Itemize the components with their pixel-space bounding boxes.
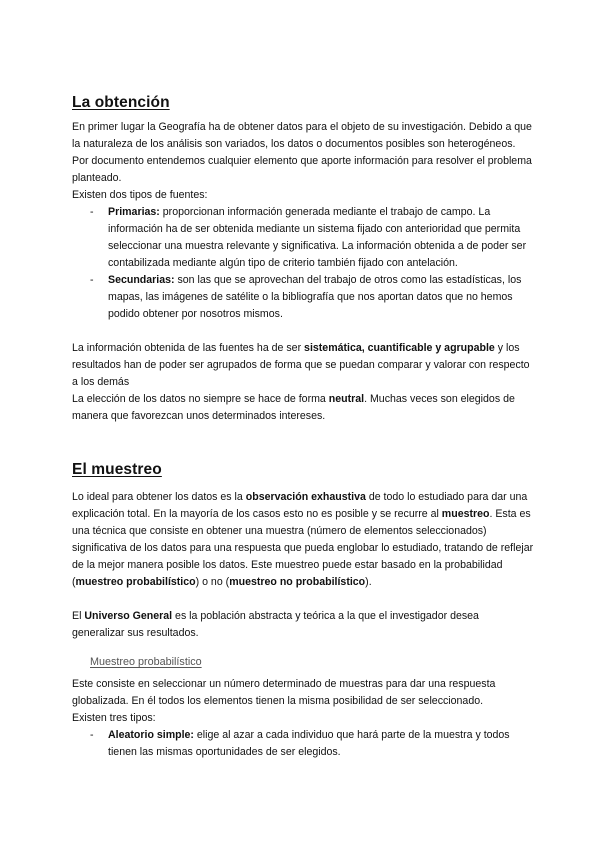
paragraph-probabilistico: Este consiste en seleccionar un número determinado de muestras para dar una respuesta globalizada. En él todos los elementos tienen la misma posibilidad de ser seleccionado. <box>72 678 496 707</box>
emphasis-neutral: neutral <box>328 393 365 405</box>
term-primarias: Primarias: <box>108 206 160 218</box>
paragraph-eleccion <box>72 391 534 425</box>
paragraph-muestreo <box>72 489 534 591</box>
paragraph-fuentes-intro: Existen dos tipos de fuentes: <box>72 189 208 201</box>
paragraph-informacion <box>72 340 534 391</box>
list-item-aleatorio-simple <box>72 727 534 761</box>
text-secundarias: son las que se aprovechan del trabajo de otros como las estadísticas, los mapas, las imágenes de satélite o la bibliografía que nos aportan datos que no hemos podido obtener por nosotros mismos. <box>108 274 522 320</box>
text-span: . Muchas veces son elegidos de manera que favorezcan unos determinados intereses. <box>72 393 515 422</box>
text-span: El <box>72 610 85 622</box>
section-title-muestreo: El muestreo <box>72 461 162 478</box>
emphasis-no-probabilistico: muestreo no probabilístico <box>229 576 366 588</box>
tipos-list <box>72 727 534 761</box>
list-dash: - <box>90 274 94 286</box>
emphasis-muestreo: muestreo <box>441 508 490 520</box>
text-aleatorio-simple: elige al azar a cada individuo que hará parte de la muestra y todos tienen las mismas oportunidades de ser elegidos. <box>108 729 510 758</box>
list-dash: - <box>90 729 94 741</box>
paragraph-universo <box>72 608 534 642</box>
list-item-primarias <box>72 204 534 272</box>
text-span: de todo lo estudiado para dar una explicación total. En la mayoría de los casos esto no es posible y se recurre al <box>72 491 528 520</box>
fuentes-list <box>72 204 534 323</box>
emphasis-probabilistico: muestreo probabilístico <box>75 576 196 588</box>
text-span: y los resultados han de poder ser agrupados de forma que se puedan comparar y valorar con respecto a los demás <box>72 342 530 388</box>
text-span: . Esta es una técnica que consiste en obtener una muestra (número de elementos seleccionados) significativa de los datos para una respuesta que pueda englobar lo estudiado, tratando de reflejar de la mejor manera posible los datos. Este muestreo puede estar basado en la probabilidad ( <box>72 508 534 588</box>
paragraph-intro: En primer lugar la Geografía ha de obtener datos para el objeto de su investigación. Debido a que la naturaleza de los análisis son variados, los datos o documentos posibles son heterogéneos. Por documento entendemos cualquier elemento que aporte información para resolver el problema planteado. <box>72 121 532 184</box>
text-span: ). <box>365 576 372 588</box>
text-span: La información obtenida de las fuentes ha de ser <box>72 342 305 354</box>
emphasis-universo: Universo General <box>84 610 173 622</box>
paragraph-tipos: Existen tres tipos: <box>72 712 156 724</box>
text-span: Lo ideal para obtener los datos es la <box>72 491 246 503</box>
section-title-obtencion: La obtención <box>72 94 170 111</box>
term-secundarias: Secundarias: <box>108 274 175 286</box>
text-primarias: proporcionan información generada mediante el trabajo de campo. La información ha de ser obtenida mediante un sistema fijado con anterioridad que permita seleccionar una muestra relevante y significativa. La información obtenida a de poder ser contabilizada mediante algún tipo de criterio también fijado con antelación. <box>108 206 527 269</box>
emphasis-sistematica: sistemática, cuantificable y agrupable <box>304 342 495 354</box>
list-dash: - <box>90 206 94 218</box>
subheading-muestreo-probabilistico: Muestreo probabilístico <box>90 656 202 668</box>
text-span: La elección de los datos no siempre se hace de forma <box>72 393 329 405</box>
list-item-secundarias <box>72 272 534 323</box>
emphasis-observacion: observación exhaustiva <box>245 491 366 503</box>
text-span: es la población abstracta y teórica a la que el investigador desea generalizar sus resultados. <box>72 610 479 639</box>
term-aleatorio-simple: Aleatorio simple: <box>108 729 194 741</box>
text-span: ) o no ( <box>195 576 230 588</box>
